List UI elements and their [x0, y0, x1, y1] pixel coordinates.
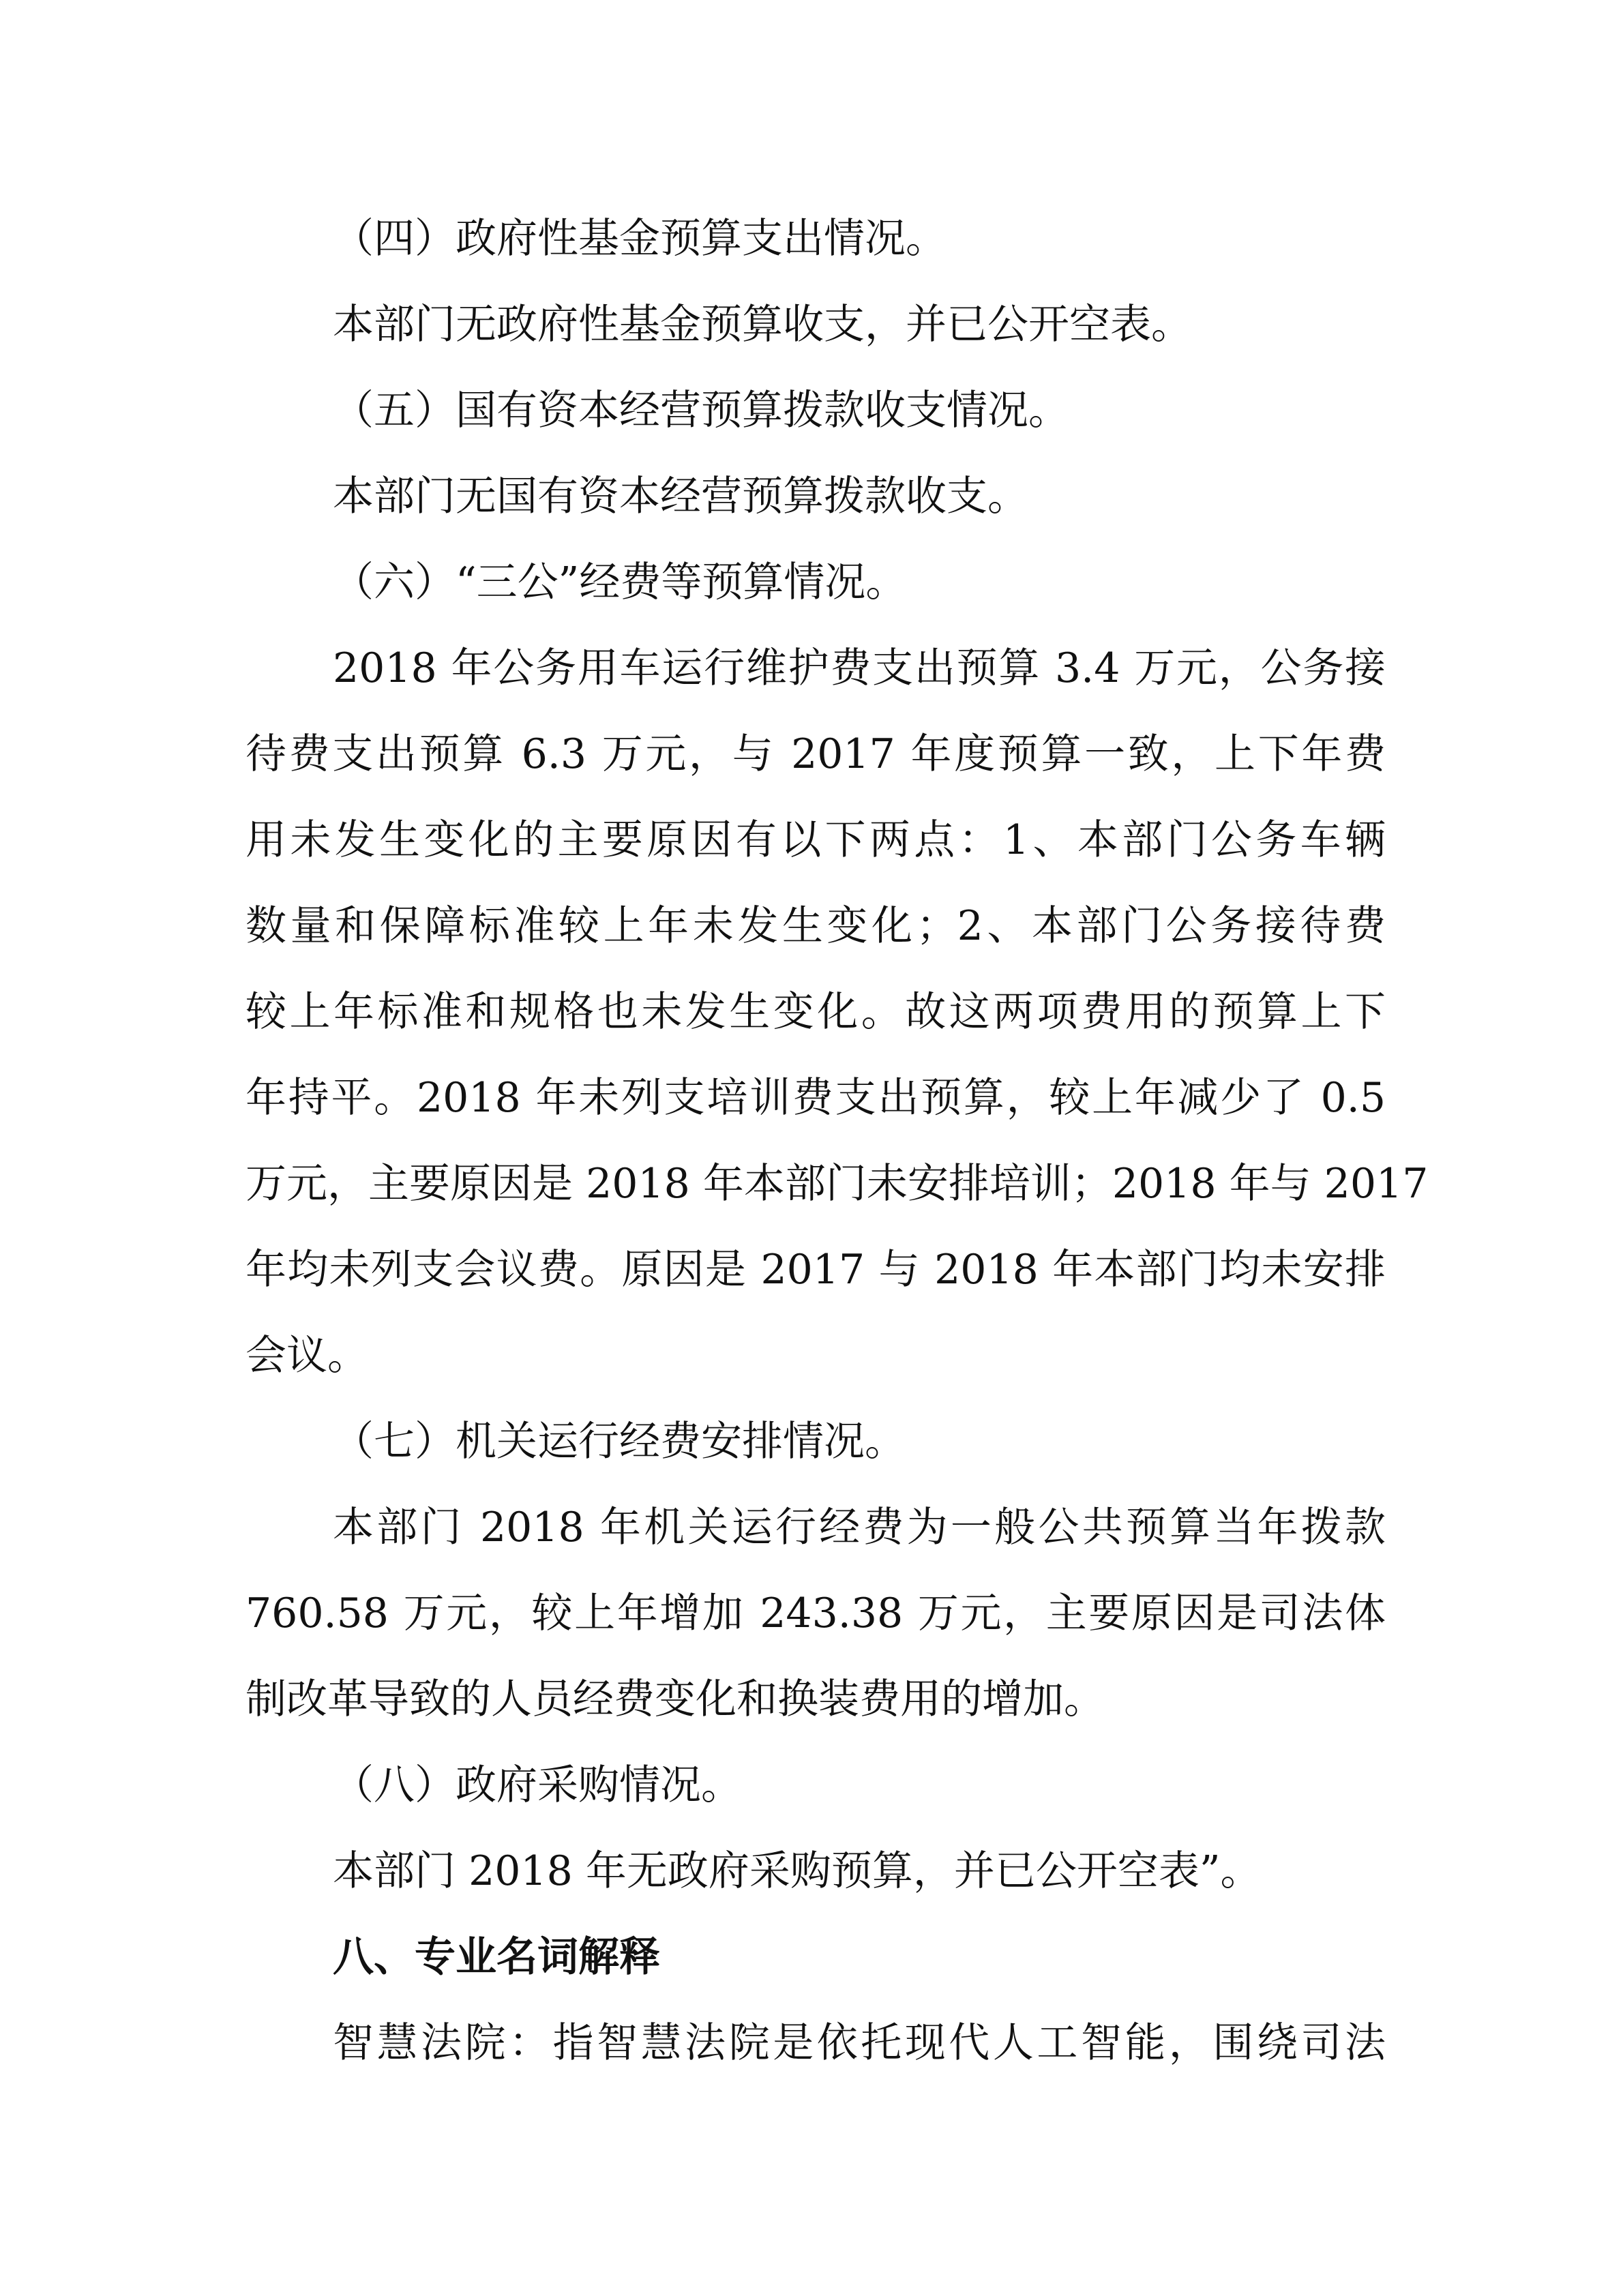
paragraph-line: 用未发生变化的主要原因有以下两点：1、本部门公务车辆 — [245, 816, 1386, 864]
paragraph-line: 本部门 2018 年机关运行经费为一般公共预算当年拨款 — [333, 1504, 1386, 1551]
paragraph-line: 会议。 — [245, 1332, 368, 1380]
paragraph-line: 760.58 万元，较上年增加 243.38 万元，主要原因是司法体 — [245, 1590, 1386, 1637]
paragraph-line: 制改革导致的人员经费变化和换装费用的增加。 — [245, 1675, 1105, 1723]
heading-state-capital-budget: （五）国有资本经营预算拨款收支情况。 — [333, 387, 1069, 434]
heading-three-public-expenses: （六）“三公”经费等预算情况。 — [333, 558, 907, 606]
heading-government-fund-budget: （四）政府性基金预算支出情况。 — [333, 215, 947, 263]
paragraph-line: 本部门无政府性基金预算收支，并已公开空表。 — [333, 301, 1192, 348]
paragraph-line: 本部门无国有资本经营预算拨款收支。 — [333, 473, 1028, 520]
paragraph-line: 智慧法院：指智慧法院是依托现代人工智能，围绕司法 — [333, 2019, 1386, 2067]
paragraph-line: 数量和保障标准较上年未发生变化；2、本部门公务接待费 — [245, 902, 1386, 950]
paragraph-line: 待费支出预算 6.3 万元，与 2017 年度预算一致，上下年费 — [245, 730, 1386, 778]
paragraph-line: 2018 年公务用车运行维护费支出预算 3.4 万元，公务接 — [333, 644, 1386, 692]
heading-office-operating-expenses: （七）机关运行经费安排情况。 — [333, 1418, 906, 1465]
paragraph-line: 年持平。2018 年未列支培训费支出预算，较上年减少了 0.5 — [245, 1074, 1386, 1122]
paragraph-line: 较上年标准和规格也未发生变化。故这两项费用的预算上下 — [245, 988, 1386, 1036]
paragraph-line: 本部门 2018 年无政府采购预算，并已公开空表”。 — [333, 1847, 1262, 1895]
paragraph-line: 万元，主要原因是 2018 年本部门未安排培训；2018 年与 2017 — [245, 1160, 1429, 1208]
section-heading-glossary: 八、专业名词解释 — [333, 1933, 660, 1981]
heading-government-procurement: （八）政府采购情况。 — [333, 1761, 742, 1809]
paragraph-line: 年均未列支会议费。原因是 2017 与 2018 年本部门均未安排 — [245, 1246, 1386, 1294]
